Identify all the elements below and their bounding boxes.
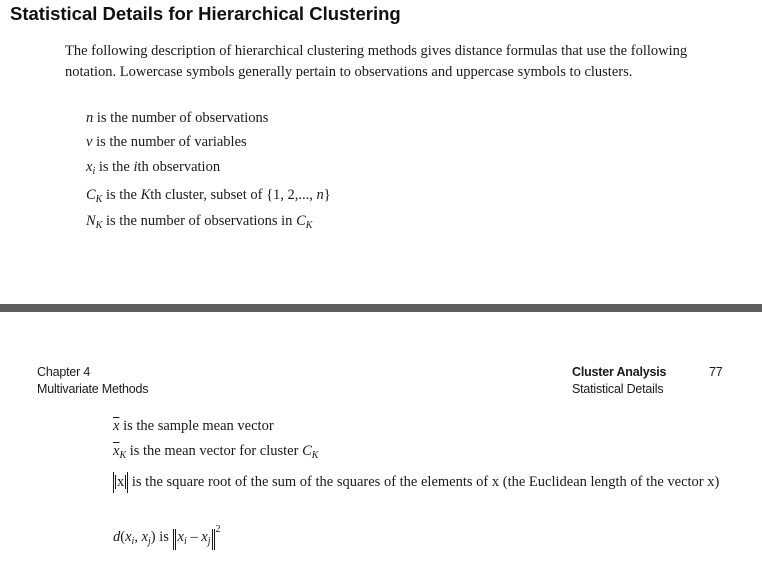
notation-nk — [86, 213, 312, 231]
notation-xbark — [113, 443, 318, 461]
intro-paragraph: The following description of hierarchical clustering methods gives distance formulas that use the following notation. Lowercase symbols generally pertain to observations and uppercase symbols to clusters. — [65, 43, 688, 80]
description-mid: th cluster, subset of {1, 2,..., — [150, 187, 317, 203]
symbol: C — [86, 187, 96, 203]
subscript: K — [95, 194, 103, 205]
is-text: is — [155, 529, 173, 545]
notation-n — [86, 110, 268, 127]
page-divider — [0, 304, 762, 312]
italic-n: n — [316, 187, 324, 203]
norm-x: x — [117, 474, 125, 490]
notation-xi — [86, 159, 220, 177]
notation-v — [86, 134, 247, 151]
close-paren: ) — [150, 529, 156, 545]
subscript: K — [119, 450, 127, 461]
page-number: 77 — [709, 365, 723, 379]
chapter-title: Multivariate Methods — [37, 382, 149, 396]
sub-j: j — [148, 536, 151, 547]
description-end: } — [323, 187, 331, 203]
symbol: x — [86, 159, 93, 175]
symbol: $\overline{x}$ — [113, 418, 120, 434]
description: is the number of variables — [92, 134, 247, 150]
description: is the number of observations — [93, 110, 269, 126]
sub-i: i — [131, 536, 135, 547]
notation-xbar — [113, 418, 274, 435]
exponent: 2 — [215, 524, 221, 535]
comma: , — [134, 529, 142, 545]
description: is the square root of the sum of the squares of the elements of x (the Euclidean length of the vector x) — [131, 474, 720, 490]
description-end: th observation — [137, 159, 221, 175]
norm-expression — [173, 529, 216, 550]
chapter-label: Chapter 4 — [37, 365, 91, 379]
symbol: $\overline{x}$ — [113, 443, 120, 459]
description: is the mean vector for cluster — [126, 443, 303, 459]
open-paren: ( — [120, 529, 126, 545]
italic-k: K — [140, 187, 151, 203]
description: is the number of observations in — [102, 213, 297, 229]
subscript-k: K — [305, 220, 313, 231]
description: is the sample mean vector — [119, 418, 274, 434]
a: x — [177, 529, 184, 545]
notation-norm — [113, 472, 733, 493]
a-sub: i — [183, 536, 187, 547]
b-sub: j — [207, 536, 211, 547]
norm-inner — [175, 529, 214, 550]
d: d — [113, 529, 121, 545]
section-title: Cluster Analysis — [572, 365, 667, 379]
minus: – — [186, 529, 202, 545]
page-title: Statistical Details for Hierarchical Clustering — [10, 3, 401, 24]
subsection-title: Statistical Details — [572, 382, 664, 396]
description: is the — [95, 159, 134, 175]
subscript: K — [95, 220, 103, 231]
notation-ck — [86, 187, 331, 205]
x-j: x — [141, 529, 148, 545]
symbol: N — [86, 213, 96, 229]
description: is the — [102, 187, 141, 203]
symbol-c: C — [302, 443, 312, 459]
italic-i: i — [133, 159, 138, 175]
symbol: n — [86, 110, 94, 126]
x-i: x — [125, 529, 132, 545]
subscript: i — [92, 166, 96, 177]
symbol-c: C — [296, 213, 306, 229]
norm-symbol — [113, 472, 128, 493]
subscript-k: K — [311, 450, 319, 461]
symbol: v — [86, 134, 93, 150]
b: x — [201, 529, 208, 545]
notation-distance — [113, 524, 220, 550]
